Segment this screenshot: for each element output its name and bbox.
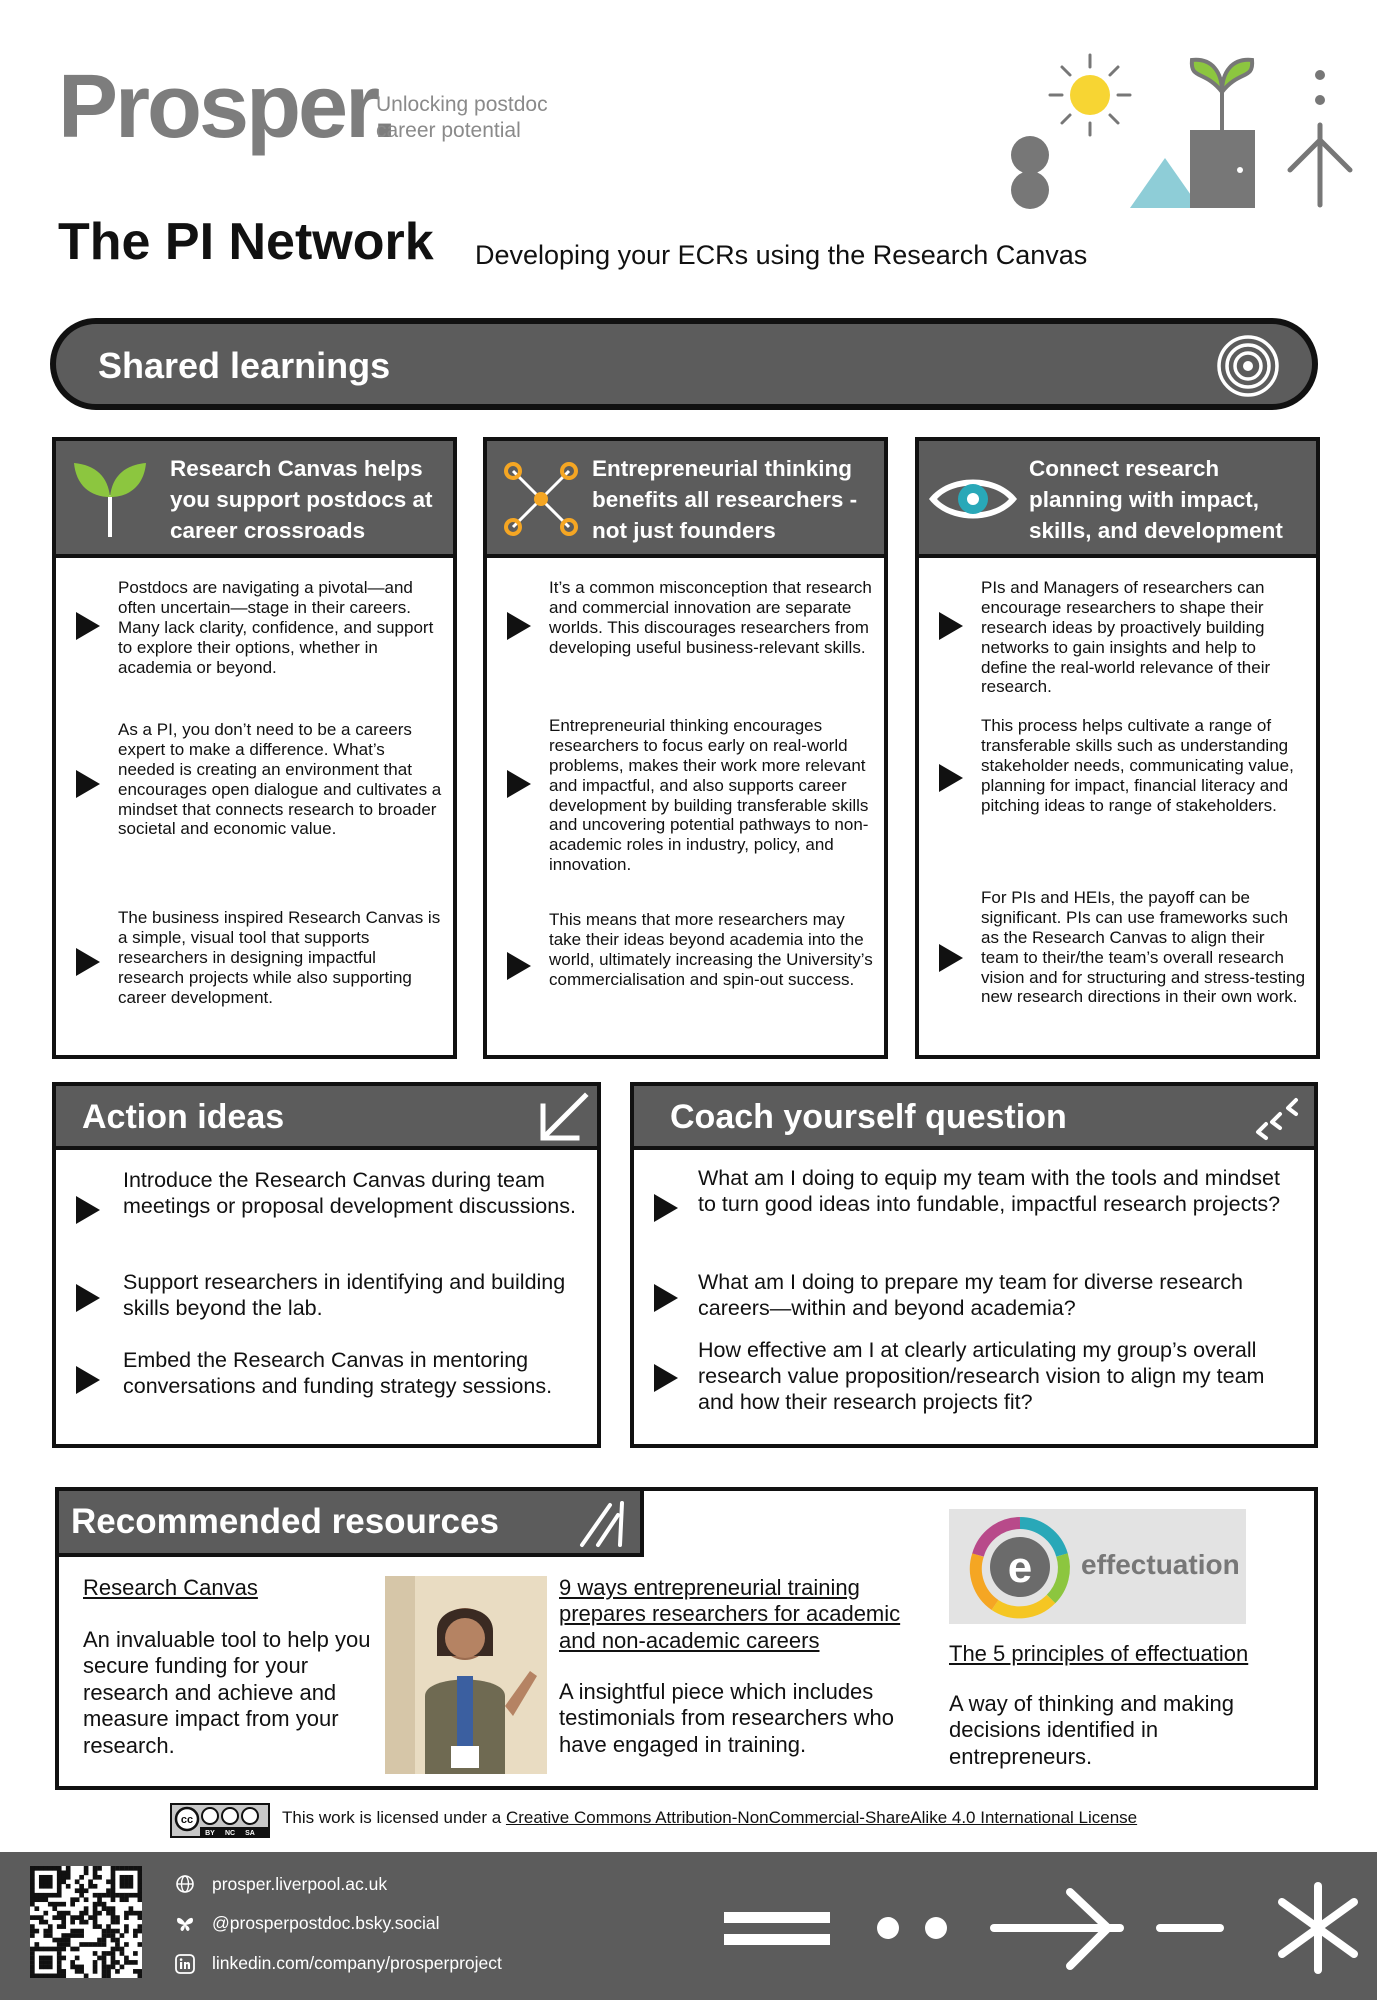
bullet-arrow-icon [76,612,100,640]
license-link[interactable]: Creative Commons Attribution-NonCommercial-ShareAlike 4.0 International License [505,1808,1138,1827]
column-point: Postdocs are navigating a pivotal—and often uncertain—stage in their careers. Many lack clarity, confidence, and support to explore their options, whether in academia or beyond. [118,578,434,677]
page-title: The PI Network [58,213,434,271]
action-ideas-header [56,1086,597,1150]
butterfly-icon [175,1914,195,1934]
target-icon [1216,334,1280,398]
researcher-photo [385,1576,547,1774]
badge-label-by: BY [205,1830,215,1836]
prosper-logo: Prosper. [58,57,395,157]
circle-shape [1011,171,1049,209]
sprout-icon [70,459,150,539]
column-point: This process helps cultivate a range of transferable skills such as understanding stakeholder needs, communicating value, planning for impact, financial literacy and pitching ideas to range of stakeholders. [981,716,1294,815]
coach-title: Coach yourself question [670,1098,1067,1136]
chevrons-icon [1252,1094,1304,1142]
badge-label-nc: NC [224,1830,236,1836]
linkedin-link[interactable]: linkedin.com/company/prosperproject [212,1953,502,1973]
footer-decoration [720,1872,1360,1982]
research-canvas-description: An invaluable tool to help you secure funding for your research and achieve and measure impact from your research. [83,1627,371,1758]
license-text [282,1808,1137,1828]
circle-shape [1011,136,1049,174]
footer [0,1852,1377,2000]
coach-question: What am I doing to prepare my team for diverse research careers—within and beyond academia? [698,1270,1243,1320]
effectuation-logo-word: effectuation [1081,1549,1240,1580]
action-idea: Support researchers in identifying and building skills beyond the lab. [123,1270,566,1320]
box-shape [1190,130,1255,208]
bluesky-link[interactable]: @prosperpostdoc.bsky.social [212,1913,440,1933]
entrepreneurial-training-description: A insightful piece which includes testimonials from researchers who have engaged in training. [559,1679,895,1757]
column-header [487,441,884,558]
action-ideas-title: Action ideas [82,1098,285,1136]
banner-title: Shared learnings [98,345,391,386]
qr-code[interactable] [30,1866,142,1978]
effectuation-description: A way of thinking and making decisions identified in entrepreneurs. [949,1691,1234,1769]
page-subtitle: Developing your ECRs using the Research Canvas [475,240,1088,270]
header-illustration [1000,40,1360,220]
column-header [56,441,453,558]
action-ideas-box [52,1082,601,1448]
column-heading: Connect research planning with impact, skills, and development [1029,456,1283,544]
column-header [919,441,1316,558]
plant-icon [1192,60,1252,130]
bullet-arrow-icon [76,1284,100,1312]
resources-header [59,1491,644,1557]
coach-header [634,1086,1314,1150]
recommended-resources-box [55,1487,1318,1790]
bullet-arrow-icon [76,770,100,798]
column-point: Entrepreneurial thinking encourages researchers to focus early on real-world problems, makes their work more relevant and impactful, and also supports career development by building transferable skills and uncovering potential pathways to non-academic roles in industry, policy, and innovation. [549,716,869,875]
column-heading: Research Canvas helps you support postdocs at career crossroads [170,456,433,544]
bullet-arrow-icon [654,1284,678,1312]
column-career-crossroads [52,437,457,1059]
bullet-arrow-icon [939,764,963,792]
research-canvas-link[interactable]: Research Canvas [83,1575,258,1600]
slashes-icon [576,1499,628,1549]
website-link[interactable]: prosper.liverpool.ac.uk [212,1874,388,1894]
effectuation-logo-letter: e [1007,1543,1033,1592]
svg-text:cc: cc [180,1814,194,1826]
entrepreneurial-training-link[interactable]: 9 ways entrepreneurial training prepares researchers for academic and non-academic careers [559,1575,901,1653]
linkedin-icon [175,1954,195,1974]
bullet-arrow-icon [939,612,963,640]
creative-commons-badge [170,1803,270,1838]
sun-icon [1050,55,1130,135]
column-heading: Entrepreneurial thinking benefits all researchers - not just founders [592,456,858,544]
action-idea: Embed the Research Canvas in mentoring conversations and funding strategy sessions. [123,1348,553,1398]
column-point: For PIs and HEIs, the payoff can be significant. PIs can use frameworks such as the Research Canvas to align their team to their/the team’s overall research vision and for structuring and stress-testing new research directions in their own work. [981,888,1306,1007]
coach-question: How effective am I at clearly articulating my group’s overall research value proposition/research vision to align my team and how their research projects fit? [698,1338,1265,1414]
coach-question: What am I doing to equip my team with the tools and mindset to turn good ideas into fundable, impactful research projects? [698,1166,1281,1216]
globe-icon [175,1874,195,1894]
person-icon [1290,70,1350,205]
column-point: As a PI, you don’t need to be a careers expert to make a difference. What’s needed is creating an environment that encourages open dialogue and cultivates a mindset that connects research to broader societal and economic value. [118,720,442,839]
network-icon [501,459,581,539]
column-point: This means that more researchers may take their ideas beyond academia into the world, ultimately increasing the University’s commercialisation and spin-out success. [549,910,873,989]
license-prefix: This work is licensed under a [282,1808,506,1827]
logo-tagline: Unlocking postdoc career potential [376,93,548,143]
column-point: PIs and Managers of researchers can encourage researchers to shape their research ideas by proactively building networks to gain insights and help to define the real-world relevance of their research. [981,578,1271,697]
column-point: The business inspired Research Canvas is a simple, visual tool that supports researchers in designing impactful research projects while also supporting career development. [118,908,441,1007]
bullet-arrow-icon [507,952,531,980]
column-connect-research [915,437,1320,1059]
action-idea: Introduce the Research Canvas during team meetings or proposal development discussions. [123,1168,576,1218]
resources-title: Recommended resources [71,1502,499,1541]
bullet-arrow-icon [939,944,963,972]
bullet-arrow-icon [76,948,100,976]
column-point: It’s a common misconception that research and commercial innovation are separate worlds. This discourages researchers from developing useful business-relevant skills. [549,578,872,657]
bullet-arrow-icon [654,1364,678,1392]
column-entrepreneurial-thinking [483,437,888,1059]
shared-learnings-banner [50,318,1318,410]
triangle-shape [1130,158,1200,208]
bullet-arrow-icon [507,770,531,798]
badge-label-sa: SA [245,1830,255,1836]
effectuation-principles-link[interactable]: The 5 principles of effectuation [949,1641,1249,1666]
bullet-arrow-icon [654,1194,678,1222]
coach-yourself-box [630,1082,1318,1448]
bullet-arrow-icon [76,1366,100,1394]
effectuation-logo [949,1509,1246,1624]
eye-icon [925,459,1021,539]
bullet-arrow-icon [507,612,531,640]
bullet-arrow-icon [76,1196,100,1224]
arrow-down-left-icon [537,1092,591,1144]
